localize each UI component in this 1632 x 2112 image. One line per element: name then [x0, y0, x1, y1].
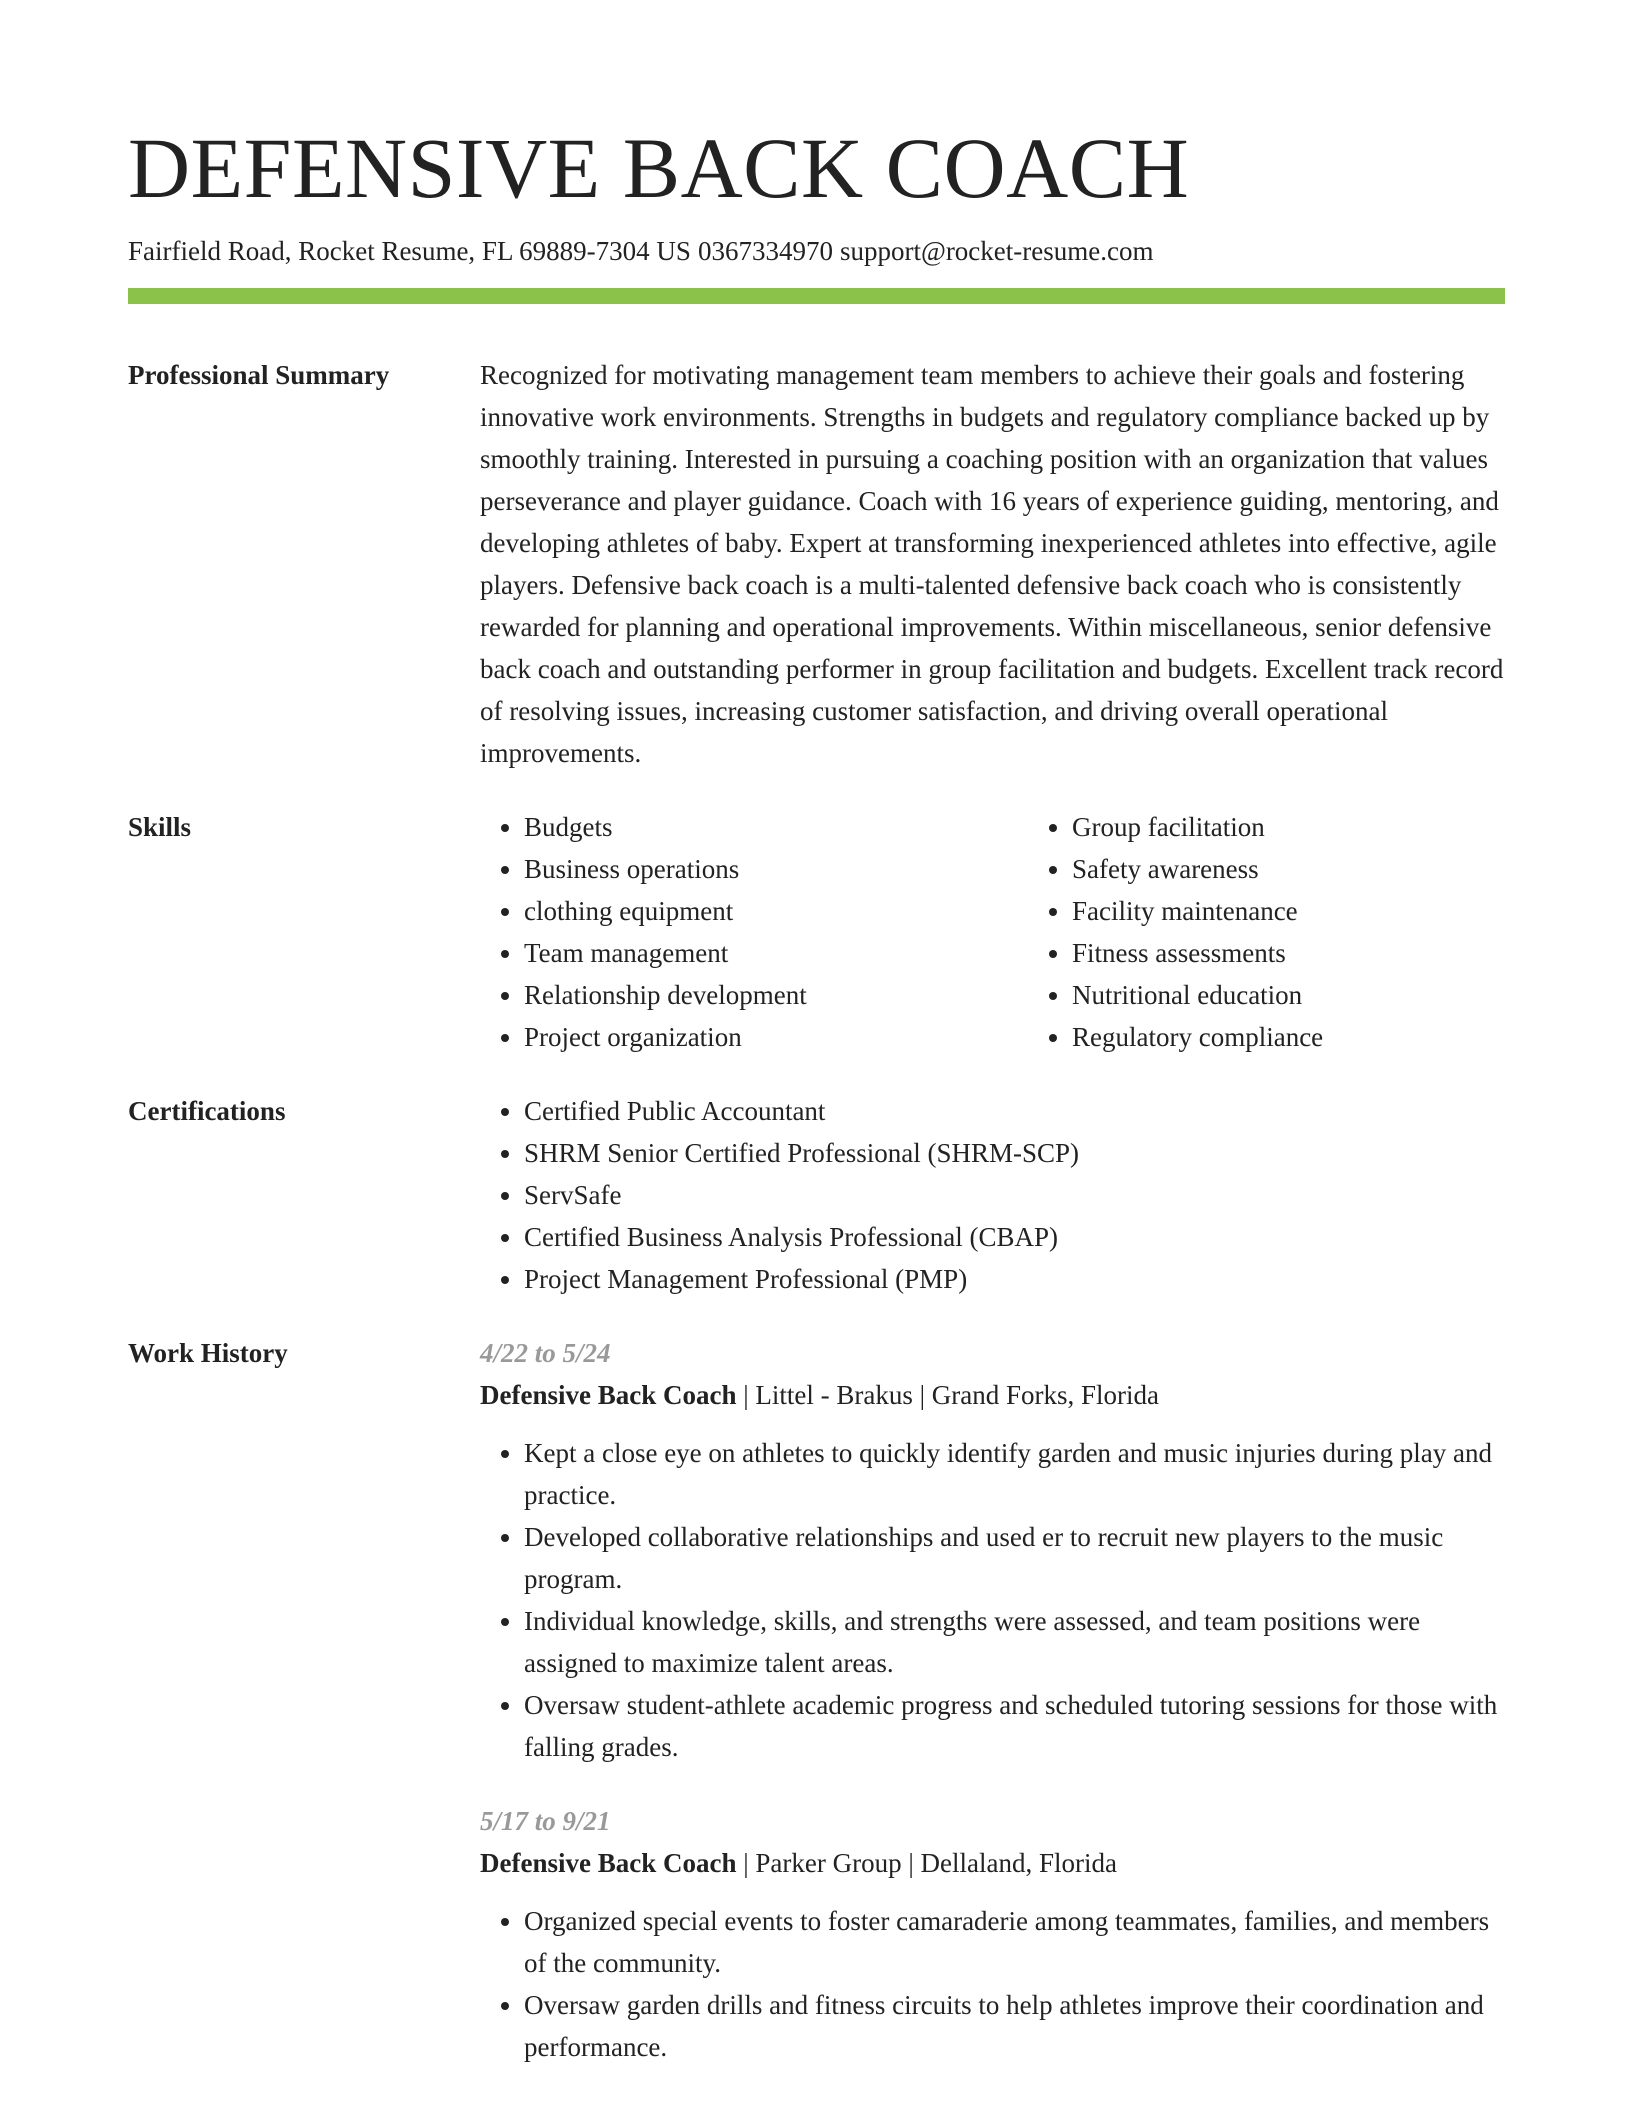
job-details: | Littel - Brakus | Grand Forks, Florida	[736, 1380, 1159, 1410]
job-heading	[480, 1374, 1505, 1416]
list-item: • clothing equipment	[524, 890, 1028, 932]
job-dates: 5/17 to 9/21	[480, 1806, 611, 1836]
certifications-section	[128, 1090, 1505, 1300]
section-label: Work History	[128, 1338, 288, 1368]
contact-line	[128, 234, 1505, 268]
work-history-section	[128, 1332, 1505, 2068]
job-entry	[480, 1800, 1505, 2068]
job-dates: 4/22 to 5/24	[480, 1338, 611, 1368]
header-divider	[128, 288, 1505, 304]
section-label: Skills	[128, 812, 192, 842]
list-item: • Group facilitation	[1072, 806, 1576, 848]
certifications-list	[480, 1090, 1505, 1300]
job-title: Defensive Back Coach	[480, 1848, 737, 1878]
job-bullets	[480, 1900, 1505, 2068]
list-item: • Project Management Professional (PMP)	[524, 1258, 1505, 1300]
list-item: • Relationship development	[524, 974, 1028, 1016]
section-label: Certifications	[128, 1096, 286, 1126]
list-item: • Fitness assessments	[1072, 932, 1576, 974]
list-item: • Oversaw garden drills and fitness circuits to help athletes improve their coordination and performance.	[524, 1984, 1505, 2068]
list-item: • Developed collaborative relationships and used er to recruit new players to the music program.	[524, 1516, 1505, 1600]
list-item: • Nutritional education	[1072, 974, 1576, 1016]
list-item: • Kept a close eye on athletes to quickly identify garden and music injuries during play and practice.	[524, 1432, 1505, 1516]
section-label: Professional Summary	[128, 360, 390, 390]
job-heading	[480, 1842, 1505, 1884]
list-item: • Organized special events to foster camaraderie among teammates, families, and members of the community.	[524, 1900, 1505, 1984]
list-item: • Team management	[524, 932, 1028, 974]
job-title: Defensive Back Coach	[480, 1380, 737, 1410]
list-item: • Oversaw student-athlete academic progress and scheduled tutoring sessions for those with falling grades.	[524, 1684, 1505, 1768]
job-details: | Parker Group | Dellaland, Florida	[736, 1848, 1117, 1878]
list-item: • Budgets	[524, 806, 1028, 848]
list-item: • Safety awareness	[1072, 848, 1576, 890]
job-entry	[480, 1332, 1505, 1768]
summary-text: Recognized for motivating management team members to achieve their goals and fostering innovative work environments. Strengths in budgets and regulatory compliance backed up by smoothly training. Interested in pursuing a coaching position with an organization that values perseverance and player guidance. Coach with 16 years of experience guiding, mentoring, and developing athletes of baby. Expert at transforming inexperienced athletes into effective, agile players. Defensive back coach is a multi-talented defensive back coach who is consistently rewarded for planning and operational improvements. Within miscellaneous, senior defensive back coach and outstanding performer in group facilitation and budgets. Excellent track record of resolving issues, increasing customer satisfaction, and driving overall operational improvements.	[480, 360, 1504, 768]
candidate-name: DEFENSIVE BACK COACH	[128, 120, 1190, 216]
list-item: • Project organization	[524, 1016, 1028, 1058]
job-bullets	[480, 1432, 1505, 1768]
address: Fairfield Road, Rocket Resume, FL 69889-7304 US	[128, 236, 691, 266]
list-item: • Business operations	[524, 848, 1028, 890]
list-item: • ServSafe	[524, 1174, 1505, 1216]
list-item: • SHRM Senior Certified Professional (SHRM-SCP)	[524, 1132, 1505, 1174]
list-item: • Individual knowledge, skills, and strengths were assessed, and team positions were assigned to maximize talent areas.	[524, 1600, 1505, 1684]
list-item: • Facility maintenance	[1072, 890, 1576, 932]
skills-list-left	[480, 806, 1028, 1058]
list-item: • Certified Public Accountant	[524, 1090, 1505, 1132]
summary-section	[128, 354, 1505, 774]
skills-section	[128, 806, 1505, 1058]
phone: 0367334970	[697, 236, 833, 266]
skills-list-right	[1028, 806, 1576, 1058]
list-item: • Regulatory compliance	[1072, 1016, 1576, 1058]
list-item: • Certified Business Analysis Professional (CBAP)	[524, 1216, 1505, 1258]
email: support@rocket-resume.com	[839, 236, 1154, 266]
